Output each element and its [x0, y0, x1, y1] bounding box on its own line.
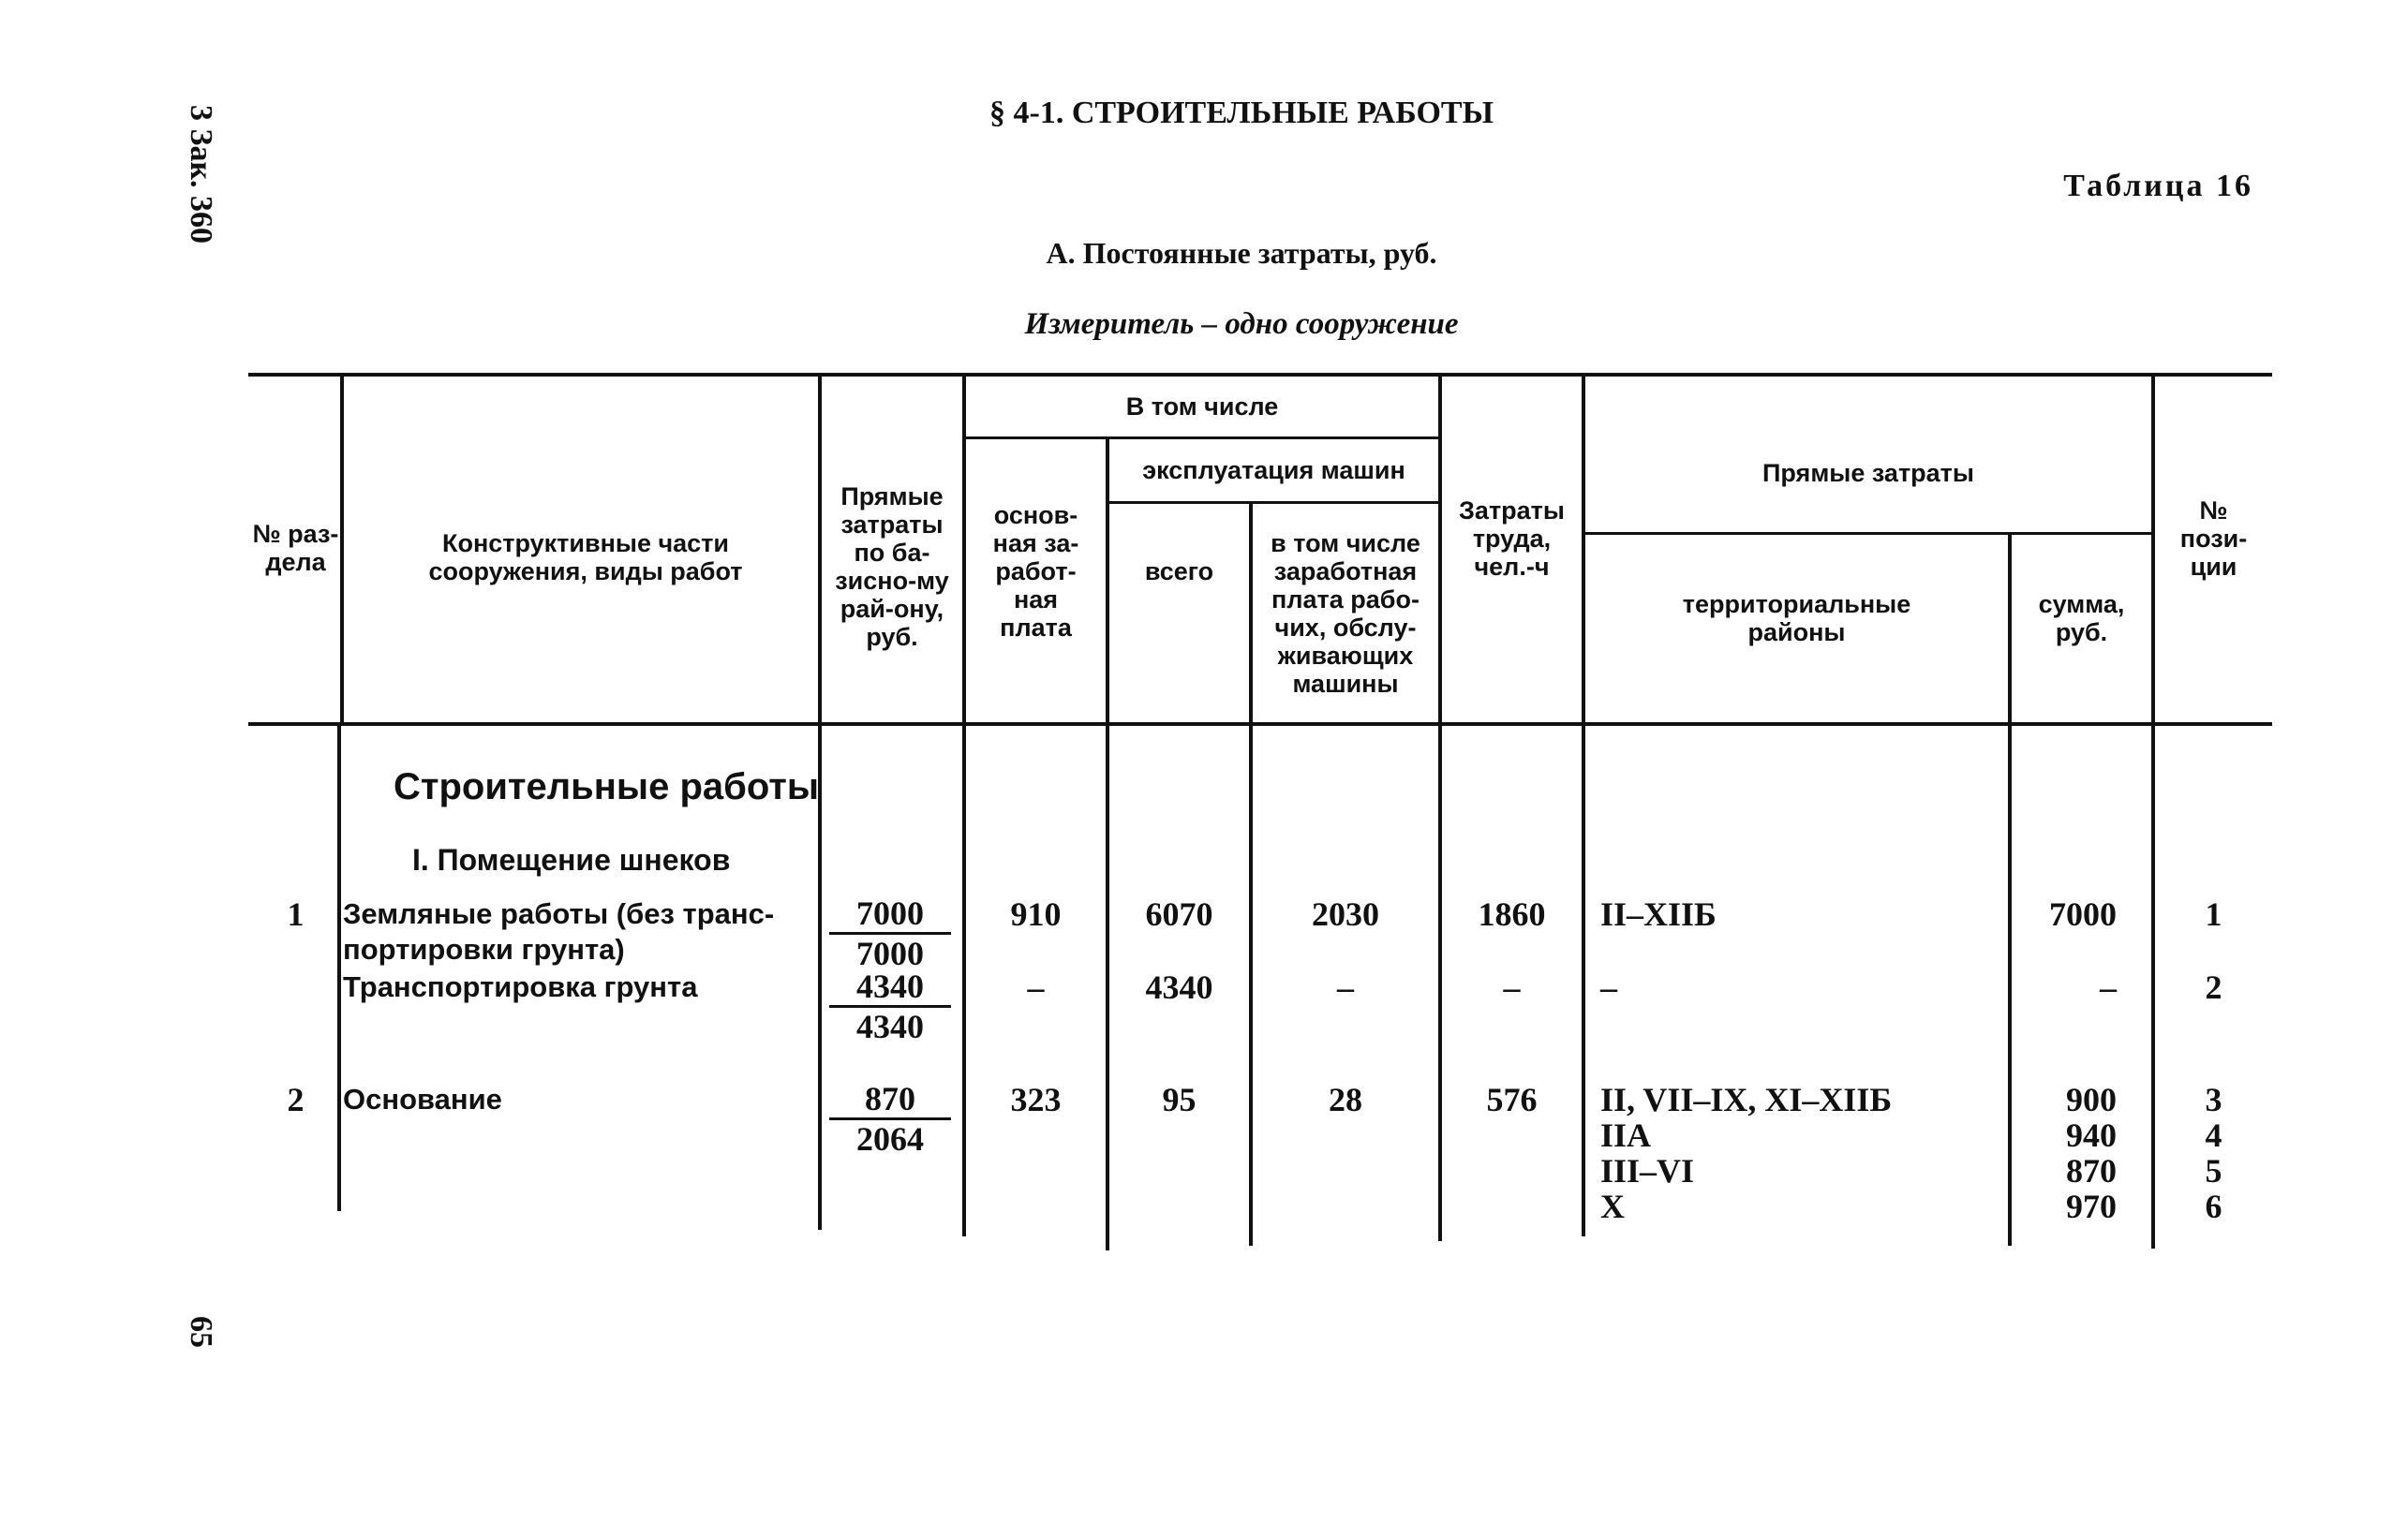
row-work-type: Основание: [343, 1083, 502, 1116]
header-direct-base: Прямые затраты по ба-зисно-му рай-ону, руб.: [835, 482, 949, 651]
row-sum: –: [2100, 969, 2117, 1006]
row-regions: –: [1600, 969, 1617, 1006]
table-subtitle: А. Постоянные затраты, руб.: [1046, 236, 1437, 270]
row-regions-list: II, VII–IX, XI–XIIБ IIА III–VI X: [1600, 1081, 1893, 1225]
measure-unit: Измеритель – одно сооружение: [1024, 307, 1459, 341]
row-direct-cost: $\frac{4340}{4340}$: [829, 968, 951, 1045]
header-parts: Конструктивные части сооружения, виды работ: [428, 529, 743, 585]
header-including: В том числе: [1125, 392, 1279, 421]
header-base-wage: основ-ная за-работ-ная плата: [992, 501, 1079, 642]
row-labor: –: [1503, 969, 1521, 1006]
row-work-type: Транспортировка грунта: [343, 970, 698, 1003]
row-base-wage: –: [1027, 969, 1045, 1006]
header-direct-costs: Прямые затраты: [1762, 459, 1974, 487]
row-section-no: 2: [287, 1081, 305, 1118]
table-top-rule: [248, 373, 2272, 377]
header-total: всего: [1144, 557, 1214, 585]
row-sum-list: 900 940 870 970: [2066, 1081, 2117, 1225]
row-work-type: Земляные работы (без транс-портировки грунта): [343, 897, 775, 966]
section-title: § 4-1. СТРОИТЕЛЬНЫЕ РАБОТЫ: [989, 96, 1494, 130]
row-labor: 1860: [1478, 895, 1546, 933]
order-reference: 3 Зак. 360: [184, 105, 218, 244]
header-regions: территориальные районы: [1682, 590, 1911, 646]
row-machine-total: 4340: [1145, 969, 1213, 1006]
header-section-no: № раз-дела: [252, 520, 339, 576]
row-machine-total: 95: [1162, 1081, 1197, 1118]
header-bottom-rule: [248, 722, 2272, 726]
header-machine-op: эксплуатация машин: [1142, 456, 1405, 484]
subsection-heading: I. Помещение шнеков: [412, 843, 731, 877]
row-position-list: 3 4 5 6: [2205, 1081, 2222, 1225]
row-base-wage: 910: [1010, 895, 1062, 933]
row-labor: 576: [1486, 1081, 1538, 1118]
row-machine-wage: –: [1337, 969, 1354, 1006]
row-direct-cost: $\frac{870}{2064}$: [829, 1080, 951, 1158]
row-machine-wage: 2030: [1312, 895, 1379, 933]
header-incl-wage: в том числе заработная плата рабо-чих, обслу-живающих машины: [1271, 529, 1420, 698]
header-labor: Затраты труда, чел.-ч: [1459, 496, 1565, 581]
row-section-no: 1: [287, 895, 305, 933]
row-position: 1: [2205, 895, 2222, 933]
row-position: 2: [2205, 969, 2222, 1006]
section-heading: Строительные работы: [394, 766, 820, 807]
header-position-no: № пози-ции: [2179, 496, 2248, 581]
row-machine-wage: 28: [1329, 1081, 1362, 1118]
table-label: Таблица 16: [2063, 169, 2253, 203]
header-sum: сумма, руб.: [2038, 590, 2125, 646]
row-regions: II–XIIБ: [1600, 895, 1717, 933]
row-base-wage: 323: [1010, 1081, 1062, 1118]
row-direct-cost: $\frac{7000}{7000}$: [829, 895, 951, 972]
row-machine-total: 6070: [1145, 895, 1213, 933]
row-sum: 7000: [2049, 895, 2117, 933]
page-number: 65: [184, 1316, 218, 1348]
